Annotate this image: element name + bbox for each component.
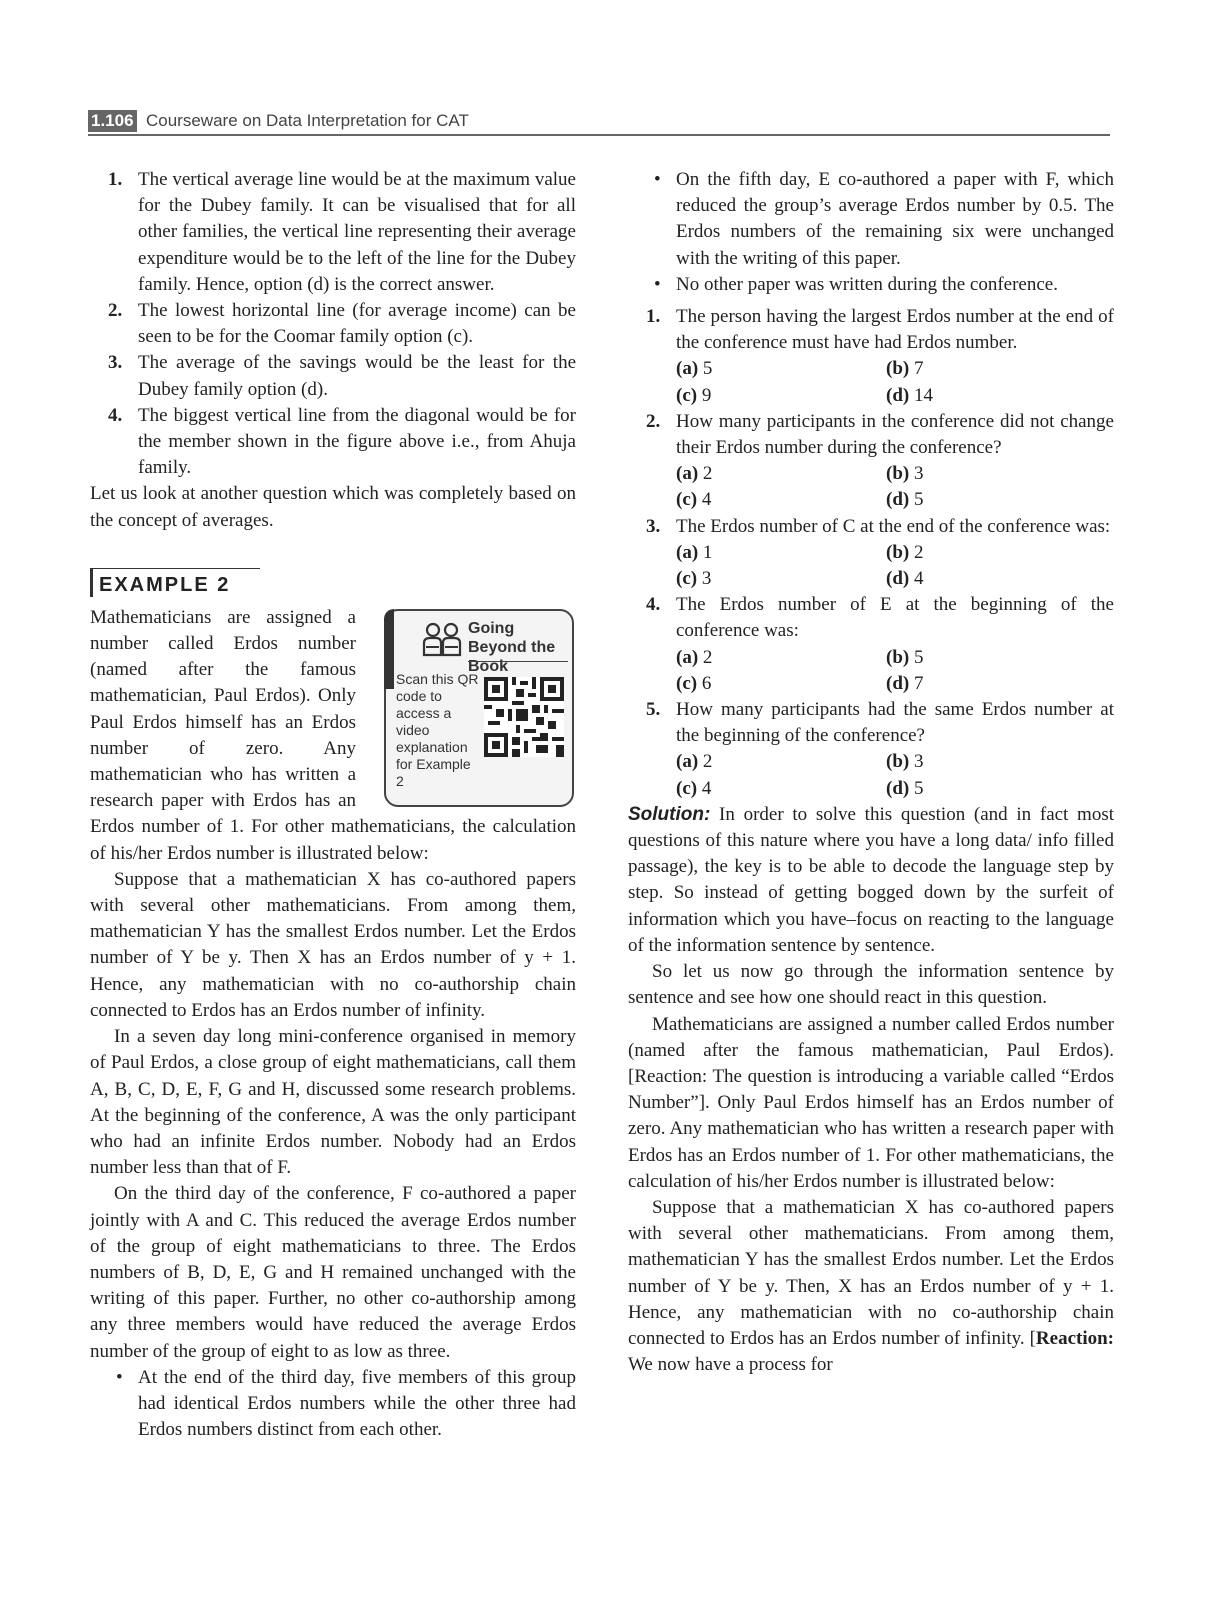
bullet-text: At the end of the third day, five members of this group had identical Erdos numbers while the other three had Erdos numbers distinct from each other. [138,1366,576,1441]
option-c: (c) 3 [676,568,712,590]
option-c: (c) 4 [676,777,712,799]
question-item [628,592,1114,697]
option-c: (c) 9 [676,384,712,406]
solution-paragraph: Mathematicians are assigned a number called Erdos number (named after the famous mathematician, Paul Erdos). [Reaction: The question is introducing a variable called “Erdos Number”]. Only Paul Erdos himself has an Erdos number of zero. Any mathematician who has written a research paper with Erdos has an Erdos number of 1. For other mathematicians, the calculation of his/her Erdos number is illustrated below: [628,1013,1114,1192]
question-options [628,749,1114,801]
example-heading: EXAMPLE 2 [90,568,260,597]
option-d: (d) 14 [886,384,933,406]
question-item [628,304,1114,409]
option-b: (b) 2 [886,541,924,563]
question-number: 3. [646,515,661,537]
going-beyond-title: Going Beyond the Book [468,619,556,675]
option-b: (b) 3 [886,463,924,485]
answer-item [90,298,576,350]
left-column [90,167,576,1443]
option-a: (a) 5 [676,358,713,380]
scan-instructions: Scan this QR code to access a video explanation for Example 2 [396,670,479,789]
bullet-item [90,1365,576,1444]
bullet-text: No other paper was written during the conference. [676,273,1058,295]
bullet-text: On the fifth day, E co-authored a paper with F, which reduced the group’s average Erdos number by 0.5. The Erdos numbers of the remaining six were unchanged with the writing of this paper. [676,169,1114,269]
right-column [628,167,1114,1378]
solution-text: In order to solve this question (and in fact most questions of this nature where you have a long data/ info filled passage), the key is to be able to decode the language step by step. So instead of getting bogged down by the surfeit of information which you have–focus on reacting to the language of the information sentence by sentence. [628,803,1115,956]
question-text: The Erdos number of E at the beginning of the conference was: [676,594,1114,642]
example-paragraph: Suppose that a mathematician X has co-authored papers with several other mathematicians. From among them, mathematician Y has the smallest Erdos number. Let the Erdos number of Y be y. Then X has an Erdos number of y + 1. Hence, any mathematician with no co-authorship chain connected to Erdos has an Erdos number of infinity. [90,868,576,1021]
option-a: (a) 2 [676,463,713,485]
example-paragraph: In a seven day long mini-conference organised in memory of Paul Erdos, a close group of eight mathematicians, call them A, B, C, D, E, F, G and H, discussed some research problems. At the beginning of the conference, A was the only participant who had an infinite Erdos number. Nobody had an Erdos number less than that of F. [90,1026,576,1179]
question-options [628,356,1114,408]
question-number: 1. [646,306,661,328]
answer-text: The average of the savings would be the least for the Dubey family option (d). [138,352,576,400]
intro-paragraph: Let us look at another question which was completely based on the concept of averages. [90,483,576,531]
question-text: How many participants in the conference did not change their Erdos number during the conference? [676,410,1114,459]
example-paragraph: Mathematicians are assigned a number called Erdos number (named after the famous mathematician, Paul Erdos). Only Paul Erdos himself has an Erdos number of zero. Any mathematician who has written a research paper with Erdos has an Erdos number of 1. For other mathematicians, the calculation of his/her Erdos number is illustrated below: [90,606,576,864]
question-item [628,514,1114,593]
option-a: (a) 2 [676,646,713,668]
option-c: (c) 6 [676,672,712,694]
solution-paragraph: Suppose that a mathematician X has co-authored papers with several other mathematicians. From among them, mathematician Y has the smallest Erdos number. Let the Erdos number of Y be y. Then, X has an Erdos number of y + 1. Hence, any mathematician with no co-authorship chain connected to Erdos has an Erdos number of infinity. [Reaction: We now have a process for [628,1196,1115,1376]
answer-item [90,403,576,482]
bullet-dot: • [654,169,661,190]
option-d: (d) 5 [886,777,924,799]
solution-paragraph [628,802,1114,959]
question-number: 4. [646,594,661,616]
question-options [628,645,1114,697]
bullet-dot: • [654,273,661,295]
box-accent-bar [384,609,394,689]
book-title: Courseware on Data Interpretation for CAT [146,111,469,130]
question-number: 5. [646,699,661,721]
answer-text: The vertical average line would be at the maximum value for the Dubey family. It can be visualised that for all other families, the vertical line representing their average expenditure would be to the left of the line for the Dubey family. Hence, option (d) is the correct answer. [138,169,576,295]
answer-number: 4. [108,404,123,426]
option-b: (b) 5 [886,646,924,668]
title-underline [468,661,568,662]
question-text: How many participants had the same Erdos number at the beginning of the conference? [676,699,1114,747]
bullet-item [628,167,1114,272]
bullet-item [628,272,1114,298]
going-beyond-box [370,607,576,805]
question-options [628,461,1114,513]
example-paragraph: On the third day of the conference, F co-authored a paper jointly with A and C. This reduced the average Erdos number of the group of eight mathematicians to three. The Erdos numbers of B, D, E, G and H remained unchanged with the writing of this paper. Further, no other co-authorship among any three members would have reduced the average Erdos number of the group of eight to as low as three. [90,1183,576,1362]
option-b: (b) 7 [886,358,924,380]
question-number: 2. [646,410,661,432]
option-b: (b) 3 [886,751,924,773]
question-options [628,540,1114,592]
readers-icon [422,621,462,657]
page-number: 1.106 [88,110,137,132]
question-item [628,409,1114,514]
solution-label: Solution: [628,803,711,825]
answer-item [90,350,576,402]
option-a: (a) 2 [676,751,713,773]
option-c: (c) 4 [676,489,712,511]
answer-item [90,167,576,298]
question-item [628,697,1114,802]
page-header [88,108,1110,136]
solution-paragraph: So let us now go through the information sentence by sentence and see how one should react in this question. [628,961,1114,1009]
bullet-dot: • [116,1366,123,1388]
answer-text: The lowest horizontal line (for average income) can be seen to be for the Coomar family option (c). [138,300,576,348]
question-text: The Erdos number of C at the end of the conference was: [676,515,1111,537]
answer-number: 1. [108,169,123,190]
option-d: (d) 4 [886,568,924,590]
option-d: (d) 7 [886,672,924,694]
answer-text: The biggest vertical line from the diagonal would be for the member shown in the figure above i.e., from Ahuja family. [138,404,576,479]
answer-number: 2. [108,300,123,322]
question-text: The person having the largest Erdos number at the end of the conference must have had Erdos number. [676,306,1114,354]
qr-code-icon[interactable] [484,677,564,757]
option-a: (a) 1 [676,541,713,563]
option-d: (d) 5 [886,489,924,511]
reaction-label: Reaction: [1035,1327,1115,1349]
answer-number: 3. [108,352,123,374]
